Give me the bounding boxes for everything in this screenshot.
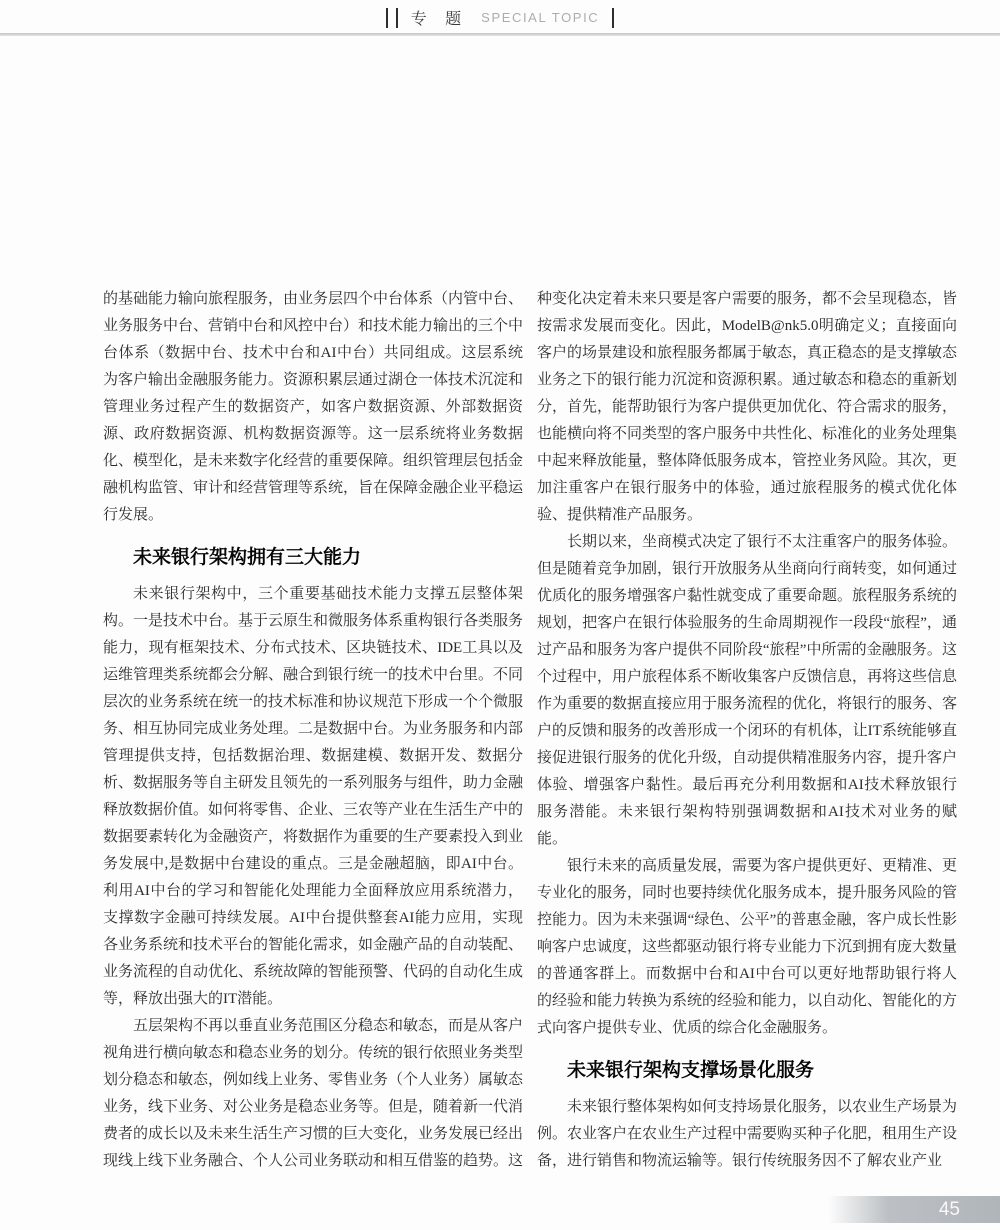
page-number-bar	[828, 1196, 1000, 1223]
paragraph: 未来银行整体架构如何支持场景化服务，以农业生产场景为例。农业客户在农业生产过程中需要购买种子化肥，租用生产设备，进行销售和物流运输等。银行传统服务因不了解农业产业	[537, 1099, 958, 1169]
page-number: 45	[938, 1199, 960, 1220]
paragraph: 五层架构不再以垂直业务范围区分稳态和敏态，而是从客户视角进行横向敏态和稳态业务的划分。传统的银行依照业务类型划分稳态和敏态，例如线上业务、零售业务（个人业务）属敏态业务，线下业务、对公业务是稳态业务等。但是，随着新一代消费者的成长以及未来生活生产习惯的巨大变化，业务发展已经出现线上线下业务融合、个人公司业务联动和相互借鉴的趋势。这	[103, 1018, 524, 1169]
paragraph: 的基础能力输向旅程服务，由业务层四个中台体系（内管中台、业务服务中台、营销中台和风控中台）和技术能力输出的三个中台体系（数据中台、技术中台和AI中台）共同组成。这层系统为客户输出金融服务能力。资源积累层通过湖仓一体技术沉淀和管理业务过程产生的数据资产，如客户数据资源、外部数据资源、政府数据资源、机构数据资源等。这一层系统将业务数据化、模型化，是未来数字化经营的重要保障。组织管理层包括金融机构监管、审计和经营管理等系统，旨在保障金融企业平稳运行发展。	[103, 291, 524, 523]
article-body	[103, 286, 957, 1175]
double-bar-icon	[386, 8, 398, 28]
paragraph: 未来银行架构中，三个重要基础技术能力支撑五层整体架构。一是技术中台。基于云原生和微服务体系重构银行各类服务能力，现有框架技术、分布式技术、区块链技术、IDE工具以及运维管理类系统都会分解、融合到银行统一的技术中台里。不同层次的业务系统在统一的技术标准和协议规范下形成一个个微服务、相互协同完成业务处理。二是数据中台。为业务服务和内部管理提供支持，包括数据治理、数据建模、数据开发、数据分析、数据服务等自主研发且领先的一系列服务与组件，助力金融释放数据价值。如何将零售、企业、三农等产业在生活生产中的数据要素转化为金融资产，将数据作为重要的生产要素投入到业务发展中,是数据中台建设的重点。三是金融超脑，即AI中台。利用AI中台的学习和智能化处理能力全面释放应用系统潜力，支撑数字金融可持续发展。AI中台提供整套AI能力应用，实现各业务系统和技术平台的智能化需求，如金融产品的自动装配、业务流程的自动优化、系统故障的智能预警、代码的自动化生成等，释放出强大的IT潜能。	[103, 586, 524, 1007]
masthead	[0, 6, 1000, 29]
right-column	[537, 286, 957, 1175]
left-column	[103, 286, 523, 1175]
paragraph: 种变化决定着未来只要是客户需要的服务，都不会呈现稳态，皆按需求发展而变化。因此，ModelB@nk5.0明确定义；直接面向客户的场景建设和旅程服务都属于敏态，真正稳态的是支撑敏态业务之下的银行能力沉淀和资源积累。通过敏态和稳态的重新划分，首先，能帮助银行为客户提供更加优化、符合需求的服务，也能横向将不同类型的客户服务中共性化、标准化的业务处理集中起来释放能量，整体降低服务成本，管控业务风险。其次，更加注重客户在银行服务中的体验，通过旅程服务的模式优化体验、提供精准产品服务。	[537, 291, 958, 523]
header-rule	[0, 33, 1000, 36]
masthead-title-cn: 专 题	[410, 11, 469, 28]
single-bar-icon	[612, 8, 614, 28]
paragraph: 长期以来，坐商模式决定了银行不太注重客户的服务体验。但是随着竞争加剧，银行开放服务从坐商向行商转变，如何通过优质化的服务增强客户黏性就变成了重要命题。旅程服务系统的规划，把客户在银行体验服务的生命周期视作一段段“旅程”，通过产品和服务为客户提供不同阶段“旅程”中所需的金融服务。这个过程中，用户旅程体系不断收集客户反馈信息，再将这些信息作为重要的数据直接应用于服务流程的优化，将银行的服务、客户的反馈和服务的改善形成一个闭环的有机体，让IT系统能够直接促进银行服务的优化升级，自动提供精准服务内容，提升客户体验、增强客户黏性。最后再充分利用数据和AI技术释放银行服务潜能。未来银行架构特别强调数据和AI技术对业务的赋能。	[537, 534, 958, 847]
paragraph: 银行未来的高质量发展，需要为客户提供更好、更精准、更专业化的服务，同时也要持续优化服务成本，提升服务风险的管控能力。因为未来强调“绿色、公平”的普惠金融，客户成长性影响客户忠诚度，这些都驱动银行将专业能力下沉到拥有庞大数量的普通客群上。而数据中台和AI中台可以更好地帮助银行将人的经验和能力转换为系统的经验和能力，以自动化、智能化的方式向客户提供专业、优质的综合化金融服务。	[537, 858, 958, 1036]
section-heading: 未来银行架构拥有三大能力	[133, 547, 362, 568]
masthead-title-en: SPECIAL TOPIC	[481, 10, 600, 25]
section-heading: 未来银行架构支撑场景化服务	[567, 1060, 815, 1081]
